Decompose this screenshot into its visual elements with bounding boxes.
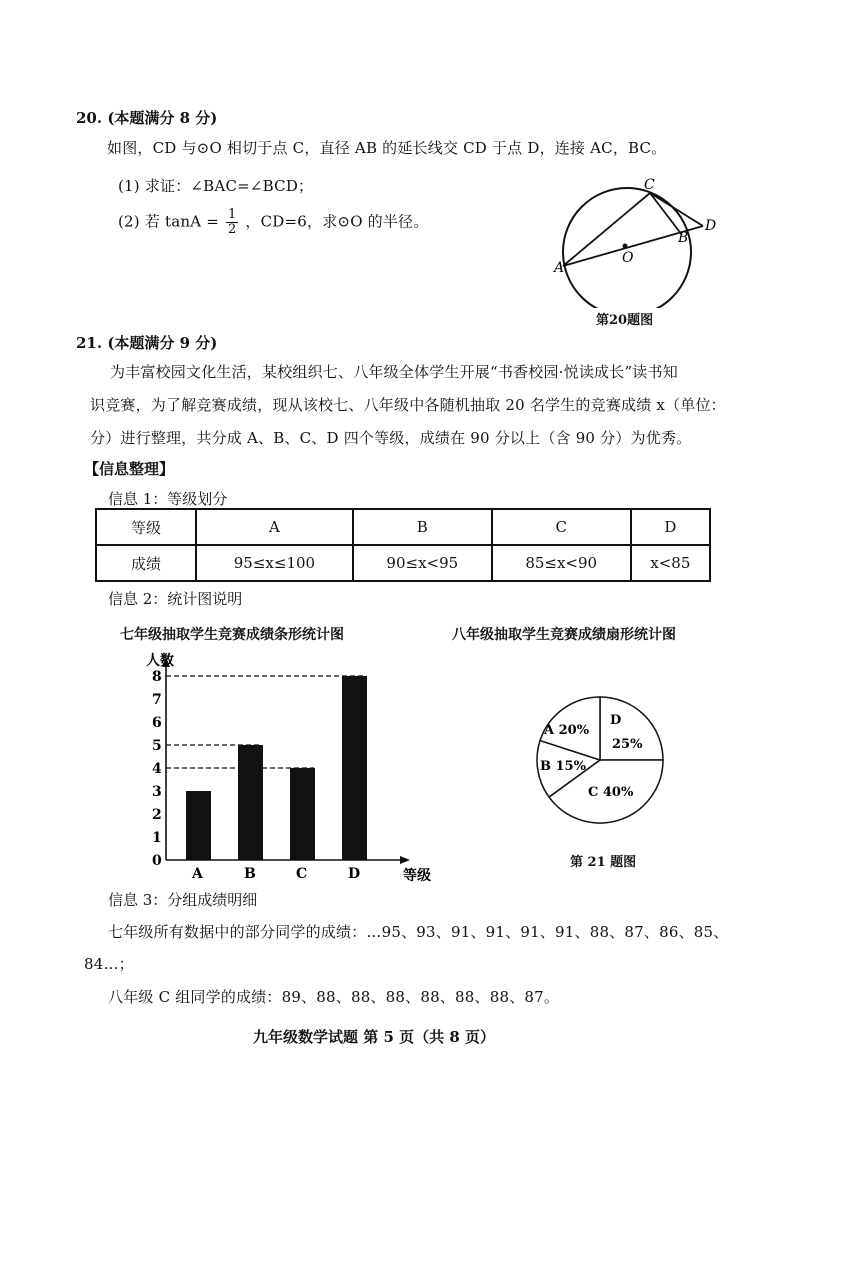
pie-label-c: C 40% <box>588 785 634 800</box>
segment-bc <box>650 193 682 235</box>
q20-header: 20. (本题满分 8 分) <box>76 109 218 127</box>
circle-tangent-figure <box>548 168 728 308</box>
y-tick-label: 0 <box>152 853 162 869</box>
x-axis-label: 等级 <box>403 868 431 884</box>
q21-header: 21. (本题满分 9 分) <box>76 334 218 352</box>
bar-d <box>342 676 367 860</box>
table-cell: A <box>196 509 353 545</box>
table-cell: C <box>492 509 631 545</box>
grade7-scores-line1: 七年级所有数据中的部分同学的成绩：…95、93、91、91、91、91、88、87、86、85、 <box>108 923 729 941</box>
info3-title: 信息 3：分组成绩明细 <box>108 891 258 909</box>
fraction-numerator: 1 <box>227 207 237 222</box>
y-tick-label: 6 <box>152 715 162 731</box>
x-tick-label: B <box>244 866 256 882</box>
y-tick-label: 4 <box>152 761 162 777</box>
y-tick-label: 8 <box>152 669 162 685</box>
table-cell: 85≤x<90 <box>492 545 631 581</box>
fraction-denominator: 2 <box>227 222 237 237</box>
q21-intro-line2: 识竞赛，为了解竞赛成绩，现从该校七、八年级中各随机抽取 20 名学生的竞赛成绩 x（单位： <box>90 396 726 414</box>
bar-a <box>186 791 211 860</box>
table-cell: 成绩 <box>96 545 196 581</box>
x-tick-label: C <box>296 866 308 882</box>
pie-label-b: B 15% <box>540 759 586 774</box>
bar-chart-title: 七年级抽取学生竞赛成绩条形统计图 <box>120 627 344 643</box>
fraction-one-half <box>226 208 238 237</box>
pie-label-d: D <box>610 713 622 728</box>
bar-c <box>290 768 315 860</box>
table-cell: x<85 <box>631 545 710 581</box>
bar-chart <box>120 645 450 885</box>
page-footer: 九年级数学试题 第 5 页（共 8 页） <box>253 1028 495 1046</box>
x-tick-label: D <box>348 866 361 882</box>
x-tick-label: A <box>192 866 203 882</box>
label-a: A <box>554 260 565 276</box>
tangent-cd <box>650 193 703 226</box>
table-cell: 95≤x≤100 <box>196 545 353 581</box>
center-point <box>623 244 628 249</box>
y-tick-label: 2 <box>152 807 162 823</box>
table-cell: 等级 <box>96 509 196 545</box>
label-b: B <box>678 230 689 246</box>
info2-title: 信息 2：统计图说明 <box>108 590 243 608</box>
pie-pct-label-d: 25% <box>612 737 643 752</box>
table-cell: B <box>353 509 492 545</box>
q20-figure-caption: 第20题图 <box>596 313 654 328</box>
label-c: C <box>644 177 655 193</box>
y-tick-label: 1 <box>152 830 162 846</box>
grade8-scores-line: 八年级 C 组同学的成绩：89、88、88、88、88、88、88、87。 <box>108 988 560 1006</box>
table-cell: D <box>631 509 710 545</box>
q21-intro-line1: 为丰富校园文化生活，某校组织七、八年级全体学生开展“书香校园·悦读成长”读书知 <box>110 363 678 381</box>
bar-b <box>238 745 263 860</box>
table-cell: 90≤x<95 <box>353 545 492 581</box>
label-d: D <box>705 218 717 234</box>
pie-chart <box>530 690 670 830</box>
pie-chart-title: 八年级抽取学生竞赛成绩扇形统计图 <box>452 627 676 643</box>
pie-label-a: A 20% <box>544 723 590 738</box>
grade7-scores-line2: 84…； <box>84 955 134 973</box>
table-header-row <box>96 509 710 545</box>
y-axis-label: 人数 <box>146 653 174 669</box>
q21-intro-line3: 分）进行整理，共分成 A、B、C、D 四个等级，成绩在 90 分以上（含 90 分）为优秀。 <box>90 429 692 447</box>
info1-title: 信息 1：等级划分 <box>108 490 228 508</box>
segment-ac <box>563 193 650 266</box>
q20-stem: 如图，CD 与⊙O 相切于点 C，直径 AB 的延长线交 CD 于点 D，连接 AC，BC。 <box>107 139 667 157</box>
q20-part2-prefix: (2) 若 tanA = <box>118 212 219 231</box>
table-row <box>96 545 710 581</box>
q20-part1: (1) 求证：∠BAC=∠BCD； <box>118 177 314 195</box>
q21-figure-caption: 第 21 题图 <box>570 855 637 870</box>
q20-part2-suffix: ，CD=6，求⊙O 的半径。 <box>245 212 429 231</box>
x-axis-arrow <box>400 856 410 864</box>
y-tick-label: 5 <box>152 738 162 754</box>
section-title: 【信息整理】 <box>84 460 175 478</box>
grade-table <box>95 508 711 582</box>
y-tick-label: 3 <box>152 784 162 800</box>
q20-part2 <box>118 208 428 237</box>
y-tick-label: 7 <box>152 692 162 708</box>
label-o: O <box>622 250 634 266</box>
